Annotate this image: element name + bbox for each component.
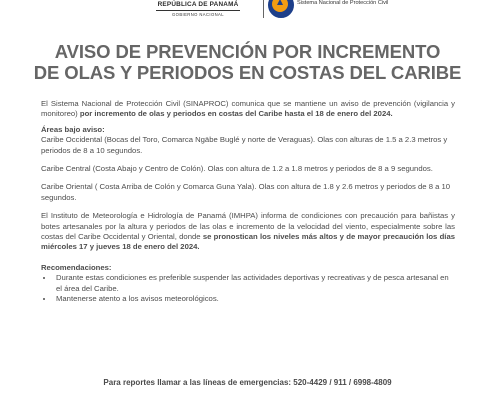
gov-subtitle: GOBIERNO NACIONAL [172, 12, 224, 17]
title-line-1: AVISO DE PREVENCIÓN POR INCREMENTO [54, 41, 441, 62]
imhpa-text: El Instituto de Meteorología e Hidrología de Panamá (IMHPA) informa de condiciones con precaución para bañistas y botes artesanales por la altura y periodos de las olas e incremento de la velocidad del viento, especialmente sobre las costas del Caribe Occidental y Oriental, donde [41, 211, 455, 242]
imhpa-paragraph [41, 211, 455, 253]
emergency-footer: Para reportes llamar a las líneas de emergencias: 520-4429 / 911 / 6998-4809 [103, 378, 392, 387]
recommendation-item: • Mantenerse atento a los avisos meteorológicos. [54, 294, 455, 304]
area-oriental: Caribe Oriental ( Costa Arriba de Colón y Comarca Guna Yala). Olas con altura de 1.8 y 2.6 metros y periodos de 8 a 10 segundos. [41, 182, 451, 202]
intro-text: El Sistema Nacional de Protección Civil (SINAPROC) comunica que se mantiene un aviso de prevención (vigilancia y monitoreo) [41, 99, 455, 119]
recommendations-label: Recomendaciones: [41, 262, 112, 272]
title-line-2: DE OLAS Y PERIODOS EN COSTAS DEL CARIBE [33, 62, 462, 83]
page-title [0, 41, 495, 83]
recommendations-list [41, 273, 455, 304]
gov-title: REPÚBLICA DE PANAMÁ [157, 1, 239, 8]
header [0, 0, 495, 22]
imhpa-bold: se pronostican los niveles más altos y de mayor precaución los días miércoles 17 y jueves 18 de enero del 2024. [41, 232, 455, 252]
notice-body [41, 99, 455, 305]
sinaproc-name: Sistema Nacional de Protección Civil [297, 0, 389, 6]
seal-triangle [277, 0, 283, 5]
recommendation-item: • Durante estas condiciones es preferible suspender las actividades deportivas y recreativas y de pesca artesanal en el área del Caribe. [54, 273, 455, 294]
intro-bold: por incremento de olas y periodos en costas del Caribe hasta el 18 de enero del 2024. [79, 109, 393, 119]
logo-divider [263, 0, 264, 18]
gov-rule [156, 10, 240, 11]
government-logo [140, 0, 256, 22]
areas-label: Áreas bajo aviso: [41, 124, 105, 134]
area-occidental: Caribe Occidental (Bocas del Toro, Comarca Ngäbe Buglé y norte de Veraguas). Olas con alturas de 1.5 a 2.3 metros y periodos de 8 a 10 segundos. [41, 135, 448, 155]
seal-inner [272, 0, 288, 12]
sinaproc-seal-icon [268, 0, 294, 18]
intro-paragraph [41, 99, 455, 120]
area-central: Caribe Central (Costa Abajo y Centro de Colón). Olas con altura de 1.2 a 1.8 metros y periodos de 8 a 9 segundos. [41, 164, 433, 174]
